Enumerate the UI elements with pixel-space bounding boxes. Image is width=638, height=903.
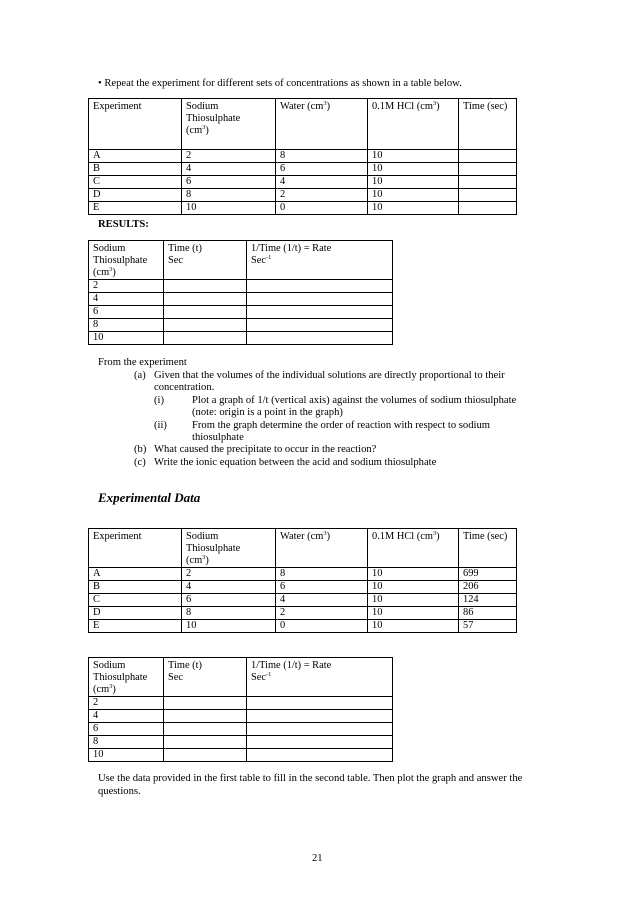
header-sodium-thiosulphate: Sodium Thiosulphate $(cm^3)$ (89, 241, 164, 280)
header-rate: 1/Time (1/t) = Rate Sec$^{-1}$ (247, 658, 393, 697)
table-row: C 6 4 10 124 (89, 594, 517, 607)
table-row: D 8 2 10 (89, 189, 517, 202)
header-time-t: Time (t) Sec (164, 658, 247, 697)
results-label: RESULTS: (98, 219, 149, 230)
table-row: E 10 0 10 (89, 202, 517, 215)
table-row: 8 (89, 736, 393, 749)
table-row: 2 (89, 280, 393, 293)
header-time: Time (sec) (459, 529, 517, 568)
header-time: Time (sec) (459, 99, 517, 150)
question-c-text: Write the ionic equation between the acid and sodium thiosulphate (154, 457, 437, 468)
table-row: 4 (89, 710, 393, 723)
header-water: Water $(cm^3)$ (276, 99, 368, 150)
header-experiment: Experiment (89, 529, 182, 568)
question-i-text-cont: (note: origin is a point in the graph) (192, 407, 343, 418)
question-ii-text-cont: thiosulphate (192, 432, 244, 443)
rate-table (88, 657, 393, 762)
header-experiment: Experiment (89, 99, 182, 150)
question-c-label: (c) (134, 457, 146, 468)
table-row: B 4 6 10 206 (89, 581, 517, 594)
header-hcl: 0.1M HCl $(cm^3)$ (368, 99, 459, 150)
header-time-t: Time (t) Sec (164, 241, 247, 280)
question-i-label: (i) (154, 395, 164, 406)
intro-text: • Repeat the experiment for different sets of concentrations as shown in a table below. (98, 78, 462, 89)
question-ii-text: From the graph determine the order of reaction with respect to sodium (192, 420, 491, 431)
table-row: B 4 6 10 (89, 163, 517, 176)
question-a-text-cont: concentration. (154, 382, 215, 393)
closing-text-cont: questions. (98, 786, 141, 797)
header-sodium-thiosulphate: Sodium Thiosulphate $(cm^3)$ (89, 658, 164, 697)
experimental-data-table (88, 528, 517, 633)
header-rate: 1/Time (1/t) = Rate Sec$^{-1}$ (247, 241, 393, 280)
header-water: Water $(cm^3)$ (276, 529, 368, 568)
results-table (88, 240, 393, 345)
page-number: 21 (312, 853, 323, 864)
header-sodium-thiosulphate: Sodium Thiosulphate $(cm^3)$ (182, 529, 276, 568)
question-ii-label: (ii) (154, 420, 167, 431)
table-row: 4 (89, 293, 393, 306)
question-a-text: Given that the volumes of the individual solutions are directly proportional to their (154, 370, 505, 381)
question-a-label: (a) (134, 370, 146, 381)
table-row: 8 (89, 319, 393, 332)
question-i-text: Plot a graph of 1/t (vertical axis) against the volumes of sodium thiosulphate (192, 395, 517, 406)
closing-text: Use the data provided in the first table to fill in the second table. Then plot the graph and answer the (98, 773, 523, 784)
table-header-row (89, 99, 517, 150)
table-header-row (89, 529, 517, 568)
table-header-row (89, 658, 393, 697)
table-row: 2 (89, 697, 393, 710)
table-row: 6 (89, 723, 393, 736)
header-sodium-thiosulphate: Sodium Thiosulphate $(cm^3)$ (182, 99, 276, 150)
header-hcl: 0.1M HCl $(cm^3)$ (368, 529, 459, 568)
question-b-text: What caused the precipitate to occur in the reaction? (154, 444, 377, 455)
table-row: E 10 0 10 57 (89, 620, 517, 633)
table-row: 10 (89, 749, 393, 762)
question-b-label: (b) (134, 444, 147, 455)
table-row: A 2 8 10 (89, 150, 517, 163)
table-row: 6 (89, 306, 393, 319)
table-header-row (89, 241, 393, 280)
concentration-table (88, 98, 517, 215)
table-row: A 2 8 10 699 (89, 568, 517, 581)
experimental-data-heading: Experimental Data (98, 490, 201, 505)
table-row: 10 (89, 332, 393, 345)
table-row: D 8 2 10 86 (89, 607, 517, 620)
table-row: C 6 4 10 (89, 176, 517, 189)
questions-lead: From the experiment (98, 357, 187, 368)
